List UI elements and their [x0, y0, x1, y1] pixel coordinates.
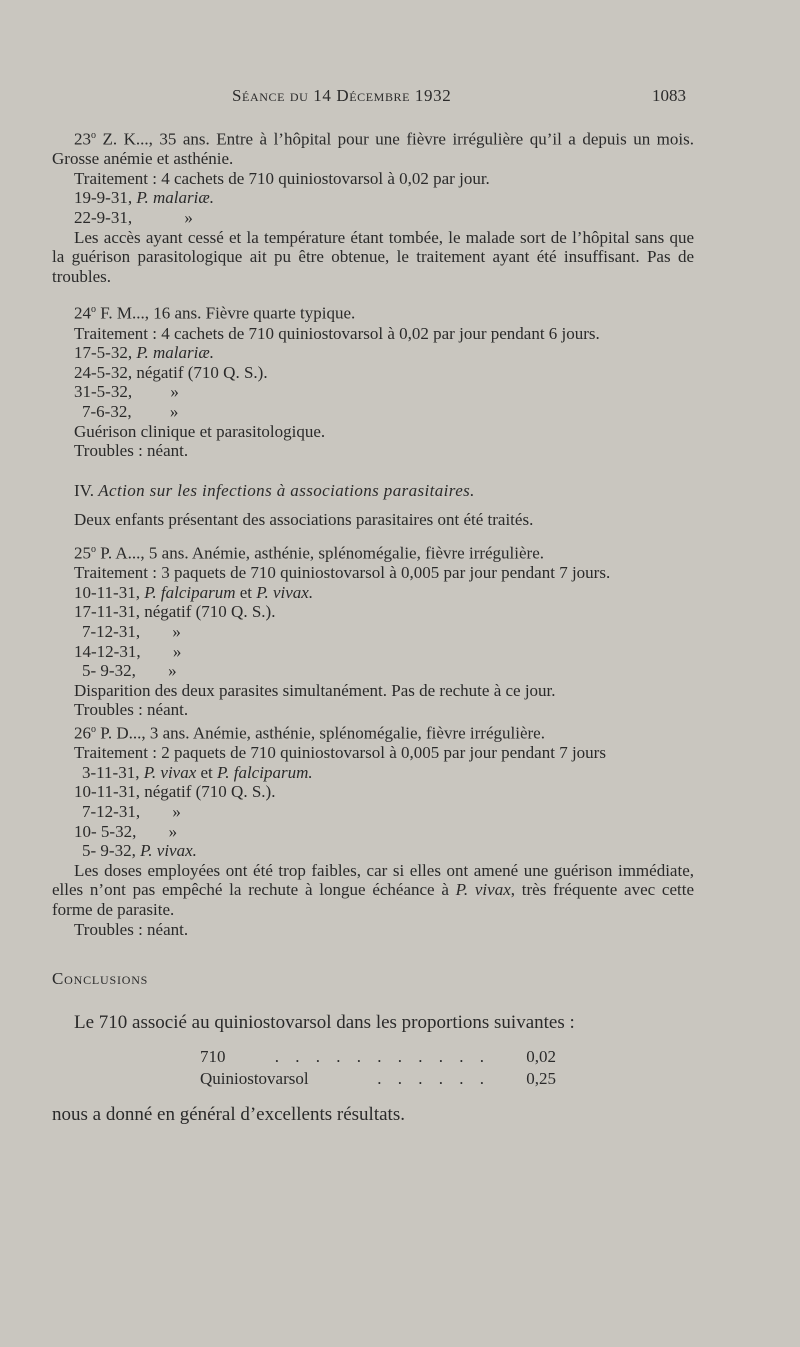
- case-25-observation-1: 10-11-31, P. falciparum et P. vivax.: [74, 582, 314, 602]
- case-25-observation-5: 5- 9-32, »: [82, 661, 177, 681]
- case-23-treatment: Traitement : 4 cachets de 710 quiniostovarsol à 0,02 par jour.: [74, 168, 490, 188]
- case-24-observation-4: 7-6-32, »: [82, 402, 179, 422]
- case-25-result: Disparition des deux parasites simultanément. Pas de rechute à ce jour.: [74, 680, 556, 700]
- case-26-observation-5: 5- 9-32, P. vivax.: [82, 841, 197, 861]
- conclusions-closing: nous a donné en général d’excellents résultats.: [52, 1103, 405, 1125]
- case-24-intro: 24$^o$ F. M..., 16 ans. Fièvre quarte typique.: [74, 304, 356, 324]
- section-iv-heading: IV. Action sur les infections à associations parasitaires.: [74, 480, 475, 500]
- case-25-treatment: Traitement : 3 paquets de 710 quiniostovarsol à 0,005 par jour pendant 7 jours.: [74, 563, 611, 583]
- case-24-observation-2: 24-5-32, négatif (710 Q. S.).: [74, 362, 268, 382]
- case-24-observation-1: 17-5-32, P. malariæ.: [74, 343, 214, 363]
- case-25-observation-2: 17-11-31, négatif (710 Q. S.).: [74, 602, 276, 622]
- case-26-observation-2: 10-11-31, négatif (710 Q. S.).: [74, 782, 276, 802]
- formula-row-quiniostovarsol: Quiniostovarsol . . . . . . 0,25: [200, 1068, 556, 1088]
- case-26-observation-1: 3-11-31, P. vivax et P. falciparum.: [82, 762, 313, 782]
- case-26-troubles: Troubles : néant.: [74, 919, 189, 939]
- case-26-intro: 26$^o$ P. D..., 3 ans. Anémie, asthénie, splénomégalie, fièvre irrégulière.: [74, 723, 545, 743]
- case-26-discussion: Les doses employées ont été trop faibles, car si elles ont amené une guérison immédiate, elles n’ont pas empêché la rechute à longue échéance à P. vivax, très fréquente avec cette forme de parasite.: [52, 860, 695, 919]
- conclusions-title: Conclusions: [52, 969, 149, 989]
- case-26-observation-4: 10- 5-32, »: [74, 821, 178, 841]
- case-25-intro: 25$^o$ P. A..., 5 ans. Anémie, asthénie, splénomégalie, fièvre irrégulière.: [74, 543, 545, 563]
- formula-table: [52, 1043, 694, 1093]
- case-23-observation-1: 19-9-31, P. malariæ.: [74, 188, 214, 208]
- case-24-result: Guérison clinique et parasitologique.: [74, 421, 326, 441]
- case-24-troubles: Troubles : néant.: [74, 441, 189, 461]
- case-25-observation-4: 14-12-31, »: [74, 641, 182, 661]
- conclusions-lead: Le 710 associé au quiniostovarsol dans les proportions suivantes :: [74, 1011, 575, 1033]
- section-iv-intro: Deux enfants présentant des associations parasitaires ont été traités.: [74, 510, 534, 530]
- running-head: Séance du 14 Décembre 1932: [232, 86, 452, 105]
- case-23-intro: 23$^o$ Z. K..., 35 ans. Entre à l’hôpital pour une fièvre irrégulière qu’il a depuis un mois. Grosse anémie et asthénie.: [52, 129, 694, 169]
- case-24-observation-3: 31-5-32, »: [74, 382, 179, 402]
- case-25-observation-3: 7-12-31, »: [82, 622, 181, 642]
- case-23-conclusion: Les accès ayant cessé et la température étant tombée, le malade sort de l’hôpital sans que la guérison parasitologique ait pu être obtenue, le traitement ayant été insuffisant. Pas de troubles.: [52, 227, 694, 286]
- formula-row-710: 710 . . . . . . . . . . . 0,02: [200, 1046, 556, 1066]
- case-24-treatment: Traitement : 4 cachets de 710 quiniostovarsol à 0,02 par jour pendant 6 jours.: [74, 323, 600, 343]
- case-26-treatment: Traitement : 2 paquets de 710 quiniostovarsol à 0,005 par jour pendant 7 jours: [74, 743, 606, 763]
- page-number: 1083: [652, 86, 686, 105]
- page-header: [0, 86, 800, 110]
- case-23-observation-2: 22-9-31, »: [74, 208, 193, 228]
- case-26-observation-3: 7-12-31, »: [82, 802, 181, 822]
- case-25-troubles: Troubles : néant.: [74, 700, 189, 720]
- page-body: [52, 126, 694, 1127]
